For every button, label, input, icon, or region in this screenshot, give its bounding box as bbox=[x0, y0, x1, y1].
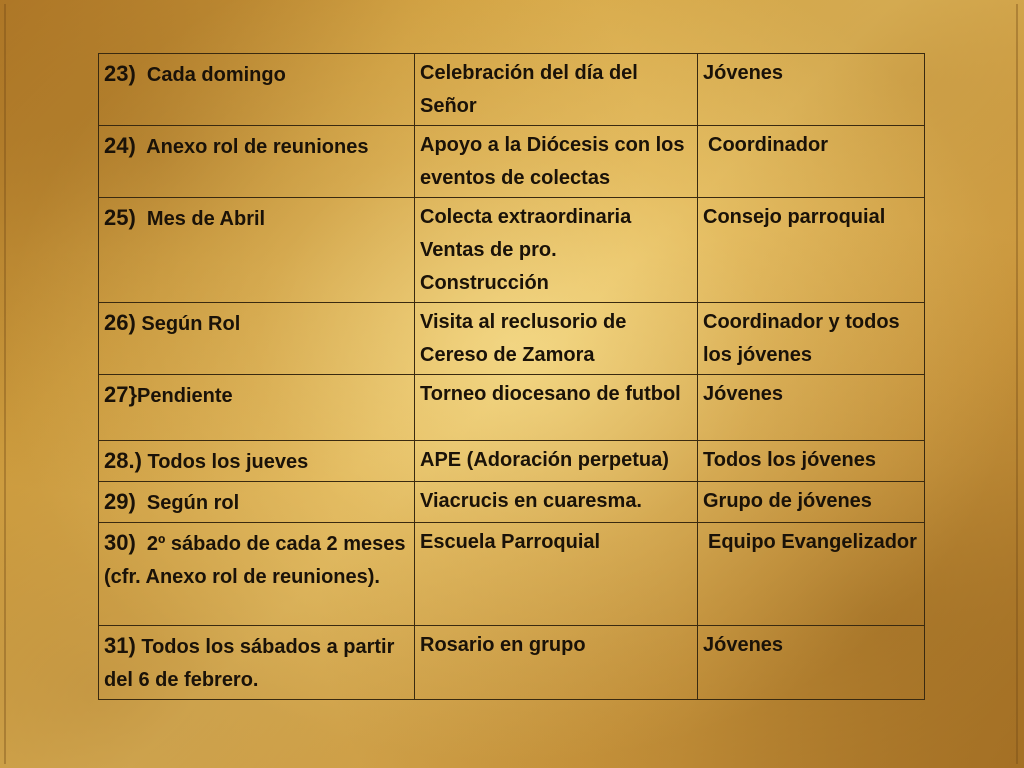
activity-cell: Visita al reclusorio de Cereso de Zamora bbox=[415, 303, 698, 375]
schedule-table bbox=[98, 53, 925, 700]
date-cell bbox=[99, 441, 415, 482]
responsible-cell: Grupo de jóvenes bbox=[698, 482, 925, 523]
row-number: 31) bbox=[104, 633, 136, 658]
table-row bbox=[99, 126, 925, 198]
table-row bbox=[99, 441, 925, 482]
row-number: 26) bbox=[104, 310, 136, 335]
responsible-cell: Jóvenes bbox=[698, 626, 925, 700]
responsible-cell: Consejo parroquial bbox=[698, 198, 925, 303]
row-date: Mes de Abril bbox=[146, 208, 266, 230]
row-date: Anexo rol de reuniones bbox=[146, 136, 369, 158]
date-cell bbox=[99, 54, 415, 126]
date-cell bbox=[99, 523, 415, 626]
row-number: 24) bbox=[104, 133, 136, 158]
row-number: 29) bbox=[104, 489, 136, 514]
date-cell bbox=[99, 482, 415, 523]
table-row bbox=[99, 482, 925, 523]
responsible-cell: Coordinador bbox=[698, 126, 925, 198]
table-row bbox=[99, 626, 925, 700]
row-date: Todos los jueves bbox=[147, 451, 309, 473]
activity-cell: Escuela Parroquial bbox=[415, 523, 698, 626]
activity-line: Colecta extraordinaria bbox=[420, 206, 632, 228]
row-date: Según Rol bbox=[141, 313, 241, 335]
row-number: 27} bbox=[104, 382, 138, 407]
table-row bbox=[99, 375, 925, 441]
date-cell bbox=[99, 626, 415, 700]
row-number: 28.) bbox=[104, 448, 142, 473]
row-date: Todos los sábados a partir del 6 de febrero. bbox=[104, 636, 395, 691]
row-date: 2º sábado de cada 2 meses (cfr. Anexo rol de reuniones). bbox=[104, 533, 406, 588]
row-number: 25) bbox=[104, 205, 136, 230]
responsible-cell: Coordinador y todos los jóvenes bbox=[698, 303, 925, 375]
row-number: 30) bbox=[104, 530, 136, 555]
activity-cell: Rosario en grupo bbox=[415, 626, 698, 700]
responsible-cell: Jóvenes bbox=[698, 54, 925, 126]
table-row bbox=[99, 54, 925, 126]
table-row bbox=[99, 198, 925, 303]
activity-cell: Viacrucis en cuaresma. bbox=[415, 482, 698, 523]
responsible-cell: Jóvenes bbox=[698, 375, 925, 441]
responsible-cell: Equipo Evangelizador bbox=[698, 523, 925, 626]
date-cell bbox=[99, 375, 415, 441]
activity-cell: APE (Adoración perpetua) bbox=[415, 441, 698, 482]
row-date: Pendiente bbox=[137, 385, 233, 407]
row-date: Según rol bbox=[146, 492, 240, 514]
activity-cell: Torneo diocesano de futbol bbox=[415, 375, 698, 441]
responsible-cell: Todos los jóvenes bbox=[698, 441, 925, 482]
row-date: Cada domingo bbox=[146, 64, 286, 86]
table-row bbox=[99, 303, 925, 375]
activity-line: Construcción bbox=[420, 272, 549, 294]
date-cell bbox=[99, 198, 415, 303]
activity-line: Ventas de pro. bbox=[420, 239, 557, 261]
table-row bbox=[99, 523, 925, 626]
date-cell bbox=[99, 303, 415, 375]
activity-cell: Celebración del día del Señor bbox=[415, 54, 698, 126]
date-cell bbox=[99, 126, 415, 198]
activity-cell bbox=[415, 198, 698, 303]
row-number: 23) bbox=[104, 61, 136, 86]
activity-cell: Apoyo a la Diócesis con los eventos de colectas bbox=[415, 126, 698, 198]
